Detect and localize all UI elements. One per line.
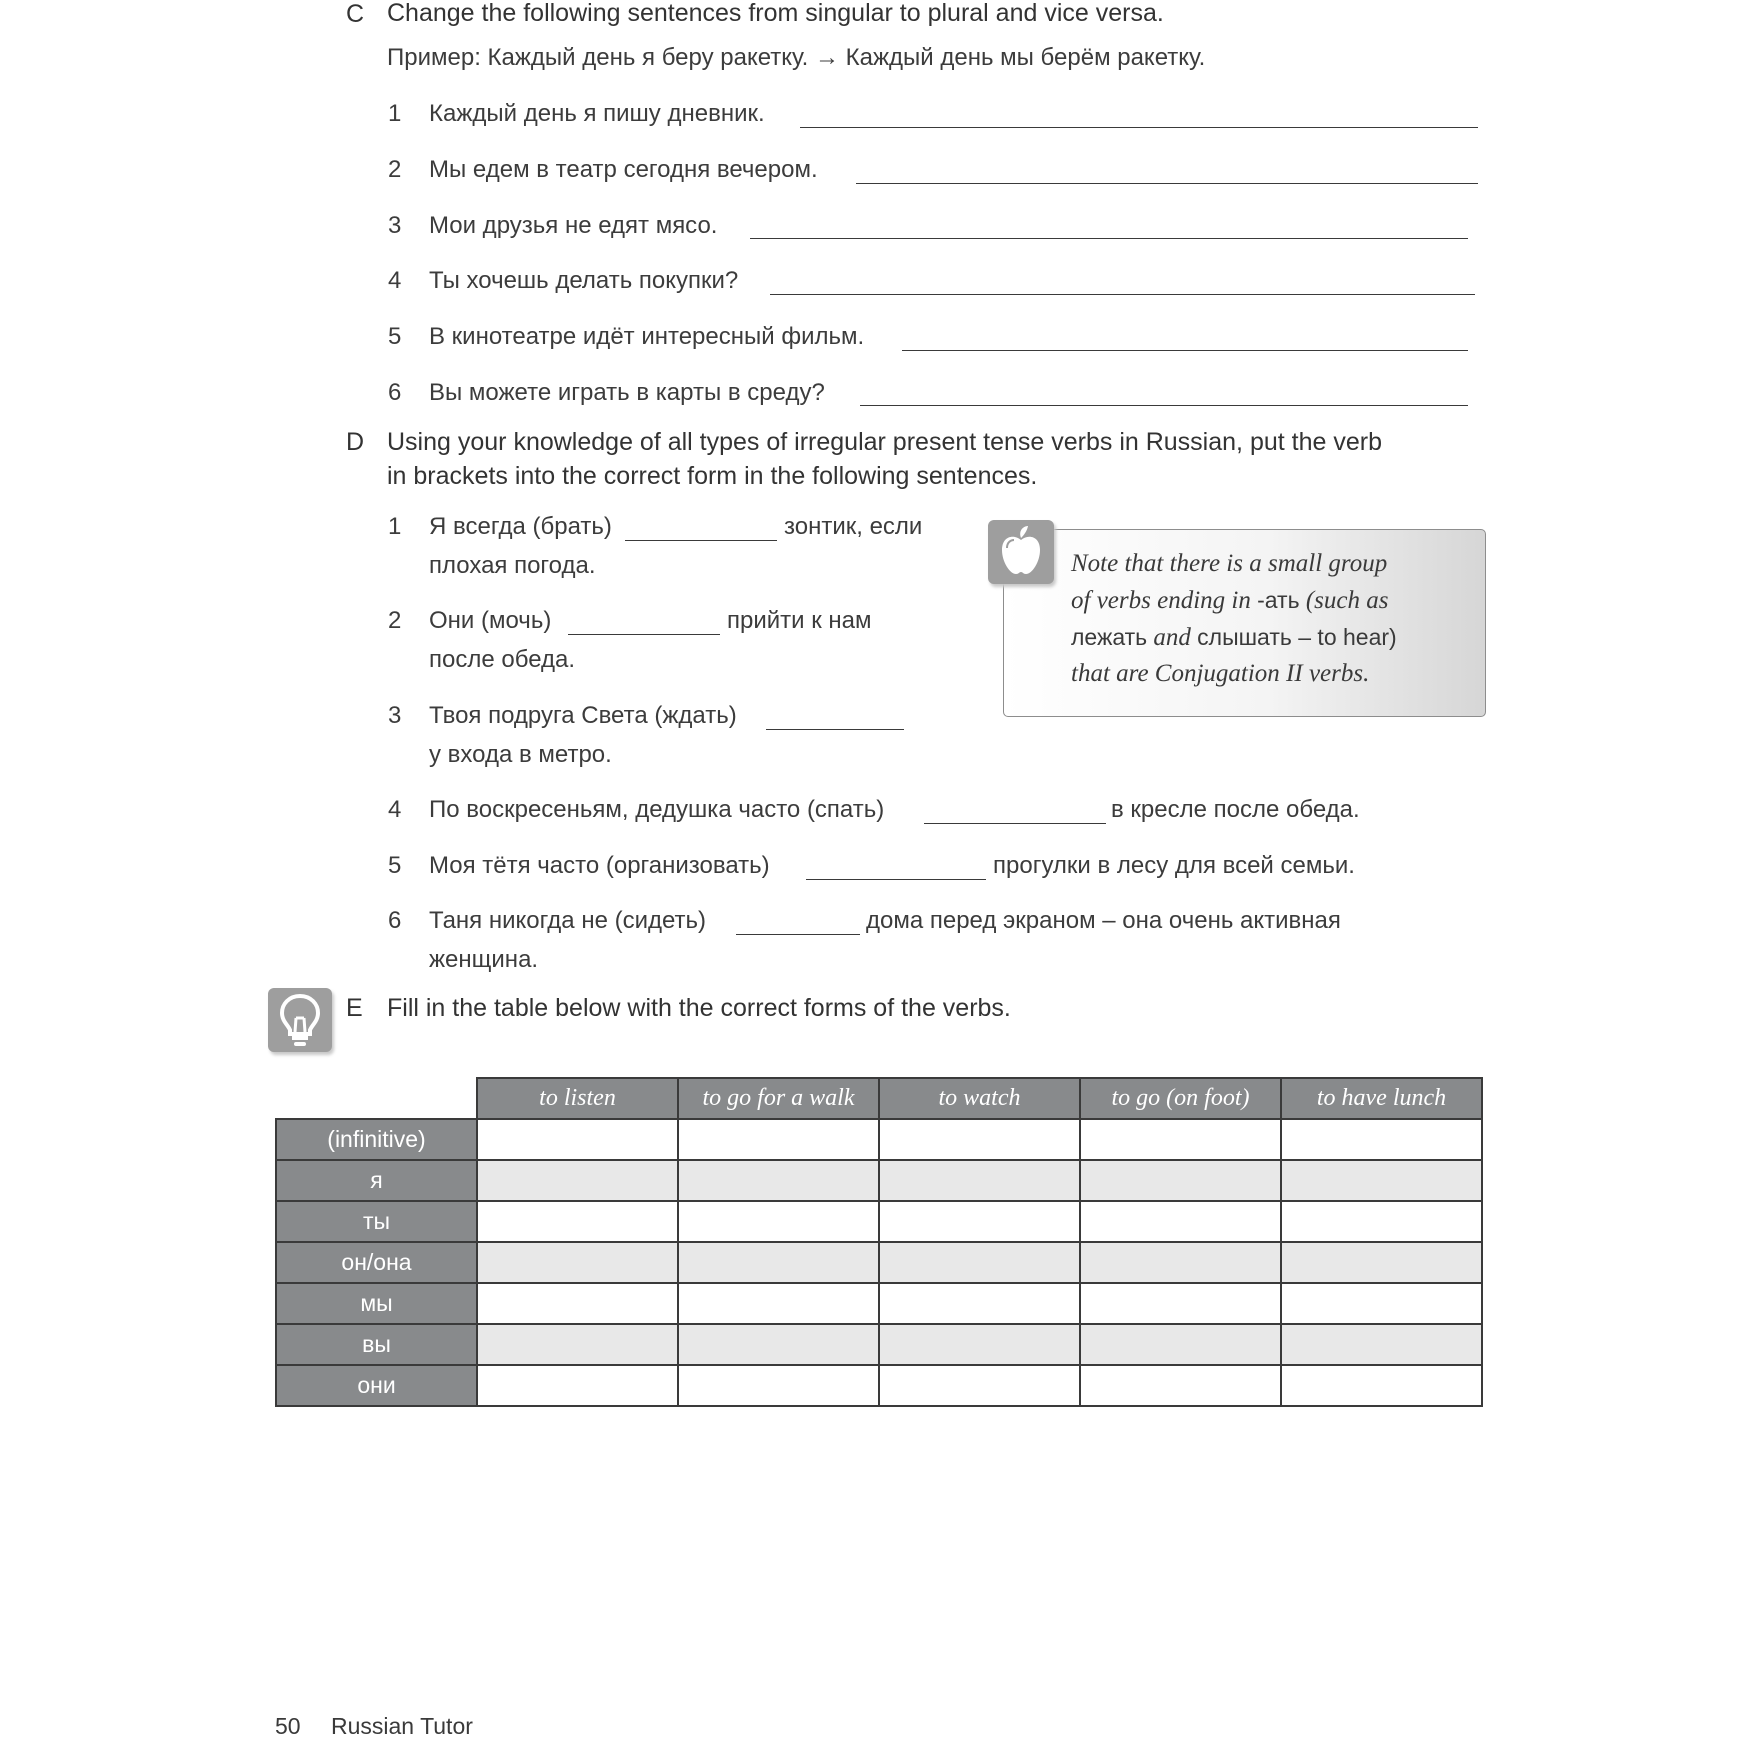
table-cell[interactable] bbox=[879, 1283, 1080, 1324]
row-header: я bbox=[276, 1160, 477, 1201]
item-text-before: Таня никогда не (сидеть) bbox=[429, 907, 707, 934]
table-cell[interactable] bbox=[477, 1365, 678, 1406]
table-cell[interactable] bbox=[477, 1324, 678, 1365]
answer-line[interactable] bbox=[750, 238, 1468, 239]
item-number: 2 bbox=[388, 156, 402, 183]
item-text-line-2: женщина. bbox=[429, 946, 539, 973]
table-cell[interactable] bbox=[1080, 1242, 1281, 1283]
item-text-line-2: после обеда. bbox=[429, 646, 576, 673]
note-line-1: Note that there is a small group bbox=[1071, 550, 1388, 577]
item-text-after: дома перед экраном – она очень активная bbox=[866, 907, 1341, 934]
table-row bbox=[276, 1324, 1482, 1365]
section-e-title: Fill in the table below with the correct forms of the verbs. bbox=[387, 994, 1011, 1022]
note-text-part: and bbox=[1147, 624, 1198, 651]
table-cell[interactable] bbox=[477, 1201, 678, 1242]
table-cell[interactable] bbox=[678, 1201, 879, 1242]
note-russian-word: лежать bbox=[1071, 624, 1148, 650]
item-sentence: Каждый день я пишу дневник. bbox=[429, 100, 765, 127]
note-line-4: that are Conjugation II verbs. bbox=[1071, 660, 1370, 687]
section-c-title: Change the following sentences from singular to plural and vice versa. bbox=[387, 0, 1164, 27]
row-header: он/она bbox=[276, 1242, 477, 1283]
table-cell[interactable] bbox=[477, 1283, 678, 1324]
item-text-after: прийти к нам bbox=[727, 607, 872, 634]
table-cell[interactable] bbox=[879, 1201, 1080, 1242]
answer-line[interactable] bbox=[736, 934, 860, 935]
note-russian-word: слышать – to hear) bbox=[1197, 624, 1397, 650]
table-row bbox=[276, 1160, 1482, 1201]
answer-line[interactable] bbox=[902, 350, 1468, 351]
section-e-letter: E bbox=[346, 994, 363, 1022]
table-cell[interactable] bbox=[879, 1324, 1080, 1365]
answer-line[interactable] bbox=[860, 405, 1468, 406]
row-header: ты bbox=[276, 1201, 477, 1242]
row-header: мы bbox=[276, 1283, 477, 1324]
row-header: (infinitive) bbox=[276, 1119, 477, 1160]
item-text-before: Они (мочь) bbox=[429, 607, 552, 634]
item-text-after: в кресле после обеда. bbox=[1111, 796, 1360, 823]
table-corner bbox=[276, 1078, 477, 1119]
table-cell[interactable] bbox=[1080, 1324, 1281, 1365]
item-sentence: В кинотеатре идёт интересный фильм. bbox=[429, 323, 865, 350]
item-sentence: Мои друзья не едят мясо. bbox=[429, 212, 718, 239]
section-d-title-line-2: in brackets into the correct form in the following sentences. bbox=[387, 462, 1038, 490]
table-cell[interactable] bbox=[678, 1242, 879, 1283]
column-header: to watch bbox=[879, 1078, 1080, 1119]
table-cell[interactable] bbox=[678, 1283, 879, 1324]
note-line-2 bbox=[1071, 582, 1471, 619]
column-header: to have lunch bbox=[1281, 1078, 1482, 1119]
item-number: 6 bbox=[388, 379, 402, 406]
section-c-example: Пример: Каждый день я беру ракетку. → Каждый день мы берём ракетку. bbox=[387, 44, 1206, 71]
item-number: 4 bbox=[388, 267, 402, 294]
table-cell[interactable] bbox=[678, 1160, 879, 1201]
answer-line[interactable] bbox=[924, 823, 1106, 824]
answer-line[interactable] bbox=[770, 294, 1475, 295]
book-title: Russian Tutor bbox=[331, 1713, 473, 1739]
table-cell[interactable] bbox=[477, 1119, 678, 1160]
item-number: 3 bbox=[388, 702, 402, 729]
table-cell[interactable] bbox=[678, 1119, 879, 1160]
note-line-3 bbox=[1071, 619, 1471, 656]
item-text-before: Я всегда (брать) bbox=[429, 513, 612, 540]
item-number: 1 bbox=[388, 100, 402, 127]
lightbulb-icon bbox=[268, 988, 332, 1052]
item-number: 3 bbox=[388, 212, 402, 239]
table-cell[interactable] bbox=[1080, 1119, 1281, 1160]
row-header: они bbox=[276, 1365, 477, 1406]
column-header: to go for a walk bbox=[678, 1078, 879, 1119]
item-number: 5 bbox=[388, 852, 402, 879]
table-cell[interactable] bbox=[1281, 1283, 1482, 1324]
table-cell[interactable] bbox=[1080, 1283, 1281, 1324]
table-cell[interactable] bbox=[1281, 1160, 1482, 1201]
table-row bbox=[276, 1242, 1482, 1283]
table-cell[interactable] bbox=[1080, 1160, 1281, 1201]
answer-line[interactable] bbox=[766, 729, 904, 730]
row-header: вы bbox=[276, 1324, 477, 1365]
table-cell[interactable] bbox=[1281, 1324, 1482, 1365]
item-number: 5 bbox=[388, 323, 402, 350]
table-cell[interactable] bbox=[1281, 1201, 1482, 1242]
table-cell[interactable] bbox=[678, 1365, 879, 1406]
page-number: 50 bbox=[275, 1713, 301, 1739]
table-cell[interactable] bbox=[879, 1119, 1080, 1160]
item-text-before: Моя тётя часто (организовать) bbox=[429, 852, 770, 879]
item-number: 1 bbox=[388, 513, 402, 540]
answer-line[interactable] bbox=[625, 540, 777, 541]
item-text-before: Твоя подруга Света (ждать) bbox=[429, 702, 737, 729]
verb-table bbox=[275, 1077, 1483, 1407]
column-header: to listen bbox=[477, 1078, 678, 1119]
table-cell[interactable] bbox=[879, 1365, 1080, 1406]
note-text-part: (such as bbox=[1299, 587, 1389, 614]
item-text-after: прогулки в лесу для всей семьи. bbox=[993, 852, 1355, 879]
apple-icon bbox=[988, 520, 1054, 584]
table-cell[interactable] bbox=[477, 1160, 678, 1201]
item-text-before: По воскресеньям, дедушка часто (спать) bbox=[429, 796, 885, 823]
item-sentence: Ты хочешь делать покупки? bbox=[429, 267, 739, 294]
answer-line[interactable] bbox=[806, 879, 986, 880]
answer-line[interactable] bbox=[568, 634, 720, 635]
table-cell[interactable] bbox=[879, 1160, 1080, 1201]
section-d-letter: D bbox=[346, 428, 365, 456]
note-russian-suffix: -ать bbox=[1257, 587, 1300, 613]
answer-line[interactable] bbox=[856, 183, 1478, 184]
table-cell[interactable] bbox=[1281, 1242, 1482, 1283]
note-text bbox=[1071, 546, 1471, 692]
table-row bbox=[276, 1201, 1482, 1242]
item-text-after: зонтик, если bbox=[784, 513, 923, 540]
table-row bbox=[276, 1365, 1482, 1406]
table-cell[interactable] bbox=[1080, 1201, 1281, 1242]
item-sentence: Мы едем в театр сегодня вечером. bbox=[429, 156, 818, 183]
item-number: 6 bbox=[388, 907, 402, 934]
item-text-line-2: у входа в метро. bbox=[429, 741, 612, 768]
table-cell[interactable] bbox=[1080, 1365, 1281, 1406]
answer-line[interactable] bbox=[800, 127, 1478, 128]
table-cell[interactable] bbox=[879, 1242, 1080, 1283]
item-number: 4 bbox=[388, 796, 402, 823]
column-header: to go (on foot) bbox=[1080, 1078, 1281, 1119]
item-text-line-2: плохая погода. bbox=[429, 552, 596, 579]
table-cell[interactable] bbox=[477, 1242, 678, 1283]
section-c-letter: C bbox=[346, 0, 365, 28]
note-text-part: of verbs ending in bbox=[1071, 587, 1258, 614]
section-d-title-line-1: Using your knowledge of all types of irregular present tense verbs in Russian, put the verb bbox=[387, 428, 1382, 456]
table-cell[interactable] bbox=[678, 1324, 879, 1365]
table-cell[interactable] bbox=[1281, 1365, 1482, 1406]
item-number: 2 bbox=[388, 607, 402, 634]
table-cell[interactable] bbox=[1281, 1119, 1482, 1160]
item-sentence: Вы можете играть в карты в среду? bbox=[429, 379, 825, 406]
table-row bbox=[276, 1283, 1482, 1324]
table-row bbox=[276, 1119, 1482, 1160]
